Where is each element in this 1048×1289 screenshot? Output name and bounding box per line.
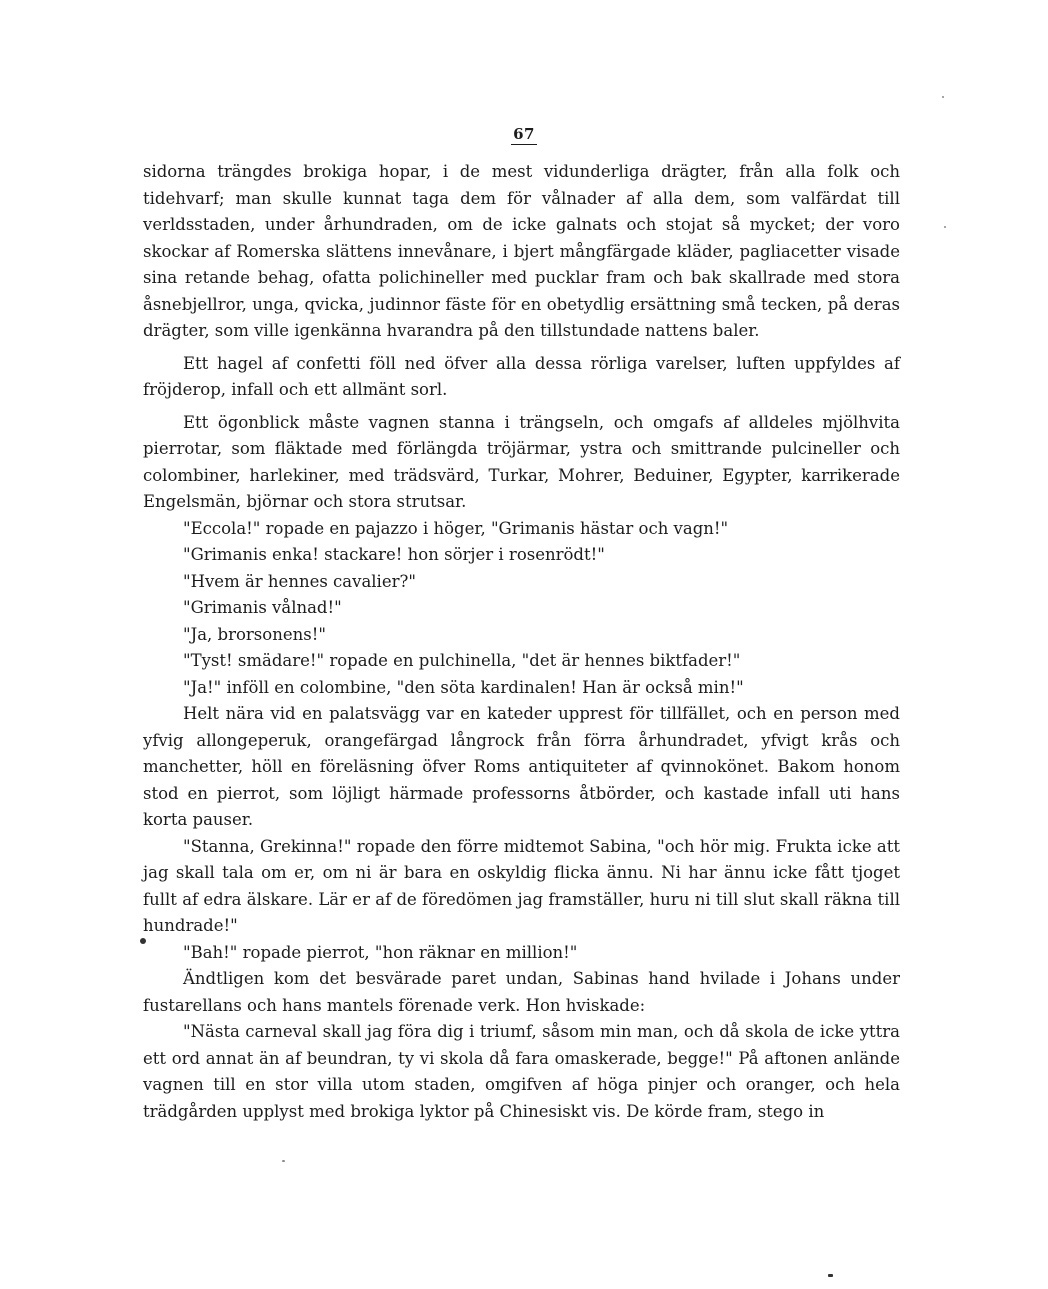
paragraph-7: "Nästa carneval skall jag föra dig i triumf, såsom min man, och då skola de icke yttra ett ord annat än af beundran, ty vi skola då fara omaskerade, begge!" På aftonen anlände vagnen till en stor villa utom staden, omgifven af höga pinjer och oranger, och hela trädgården upplyst med brokiga lyktor på Chinesiskt vis. De körde fram, stego in [143,1022,900,1121]
dialogue-line-6: "Tyst! smädare!" ropade en pulchinella, "det är hennes biktfader!" [183,651,741,670]
page-number-text: 67 [513,125,535,143]
dialogue-line-1: "Eccola!" ropade en pajazzo i höger, "Grimanis hästar och vagn!" [183,518,729,538]
paragraph-5: "Stanna, Grekinna!" ropade den förre midtemot Sabina, "och hör mig. Frukta icke att jag skall tala om er, om ni är bara en oskyldig flicka ännu. Ni har ännu icke fått tjoget fullt af edra älskare. Lär er af de föredömen jag framställer, huru ni till slut skall räkna till hundrade!" [143,836,900,935]
scan-speck [944,226,946,228]
dialogue-line-2: "Grimanis enka! stackare! hon sörjer i rosenrödt!" [183,545,605,564]
paragraph-4: Helt nära vid en palatsvägg var en kateder upprest för tillfället, och en person med yfvig allongeperuk, orangefärgad långrock från förra århundradet, yfvigt krås och manchetter, höll en föreläsning öfver Roms antiquiteter af qvinnokönet. Bakom honom stod en pierrot, som löjligt härmade professorns åtbörder, och kastade infall uti hans korta pauser. [143,704,900,829]
paragraph-2: Ett hagel af confetti föll ned öfver alla dessa rörliga varelser, luften uppfyldes af fröjderop, infall och ett allmänt sorl. [143,353,900,399]
paragraph-3: Ett ögonblick måste vagnen stanna i trängseln, och omgafs af alldeles mjölhvita pierrotar, som fläktade med förlängda tröjärmar, ystra och smittrande pulcineller och colombiner, harlekiner, med trädsvärd, Turkar, Mohrer, Beduiner, Egypter, karrikerade Engelsmän, björnar och stora strutsar. [143,412,900,511]
dialogue-line-3: "Hvem är hennes cavalier?" [183,571,416,591]
scan-speck [942,96,944,98]
paragraph-6: Ändtligen kom det besvärade paret undan, Sabinas hand hvilade i Johans under fustarellans och hans mantels förenade verk. Hon hviskade: [143,969,900,1015]
scan-speck [828,1274,833,1277]
page-number [0,125,1048,145]
scan-speck [282,1160,285,1162]
paragraph-1: sidorna trängdes brokiga hopar, i de mest vidunderliga drägter, från alla folk och tidehvarf; man skulle kunnat taga dem för vålnader af alla dem, som valfärdat till verldsstaden, under århundraden, om de icke galnats och stojat så mycket; der voro skockar af Romerska slättens innevånare, i bjert mångfärgade kläder, pagliacetter visade sina retande behag, ofatta polichineller med pucklar fram och bak skallrade med stora åsnebjellror, unga, qvicka, judinnor fäste för en obetydlig ersättning små tecken, på deras drägter, som ville igenkänna hvarandra på den tillstundade nattens baler. [143,162,900,340]
body-text [143,159,900,1125]
dialogue-line-7: "Ja!" inföll en colombine, "den söta kardinalen! Han är också min!" [183,677,744,697]
dialogue-line-4: "Grimanis vålnad!" [183,598,342,617]
dialogue-line-5: "Ja, brorsonens!" [183,624,326,644]
dialogue-line-8: "Bah!" ropade pierrot, "hon räknar en million!" [183,942,578,962]
scan-speck [140,938,146,944]
